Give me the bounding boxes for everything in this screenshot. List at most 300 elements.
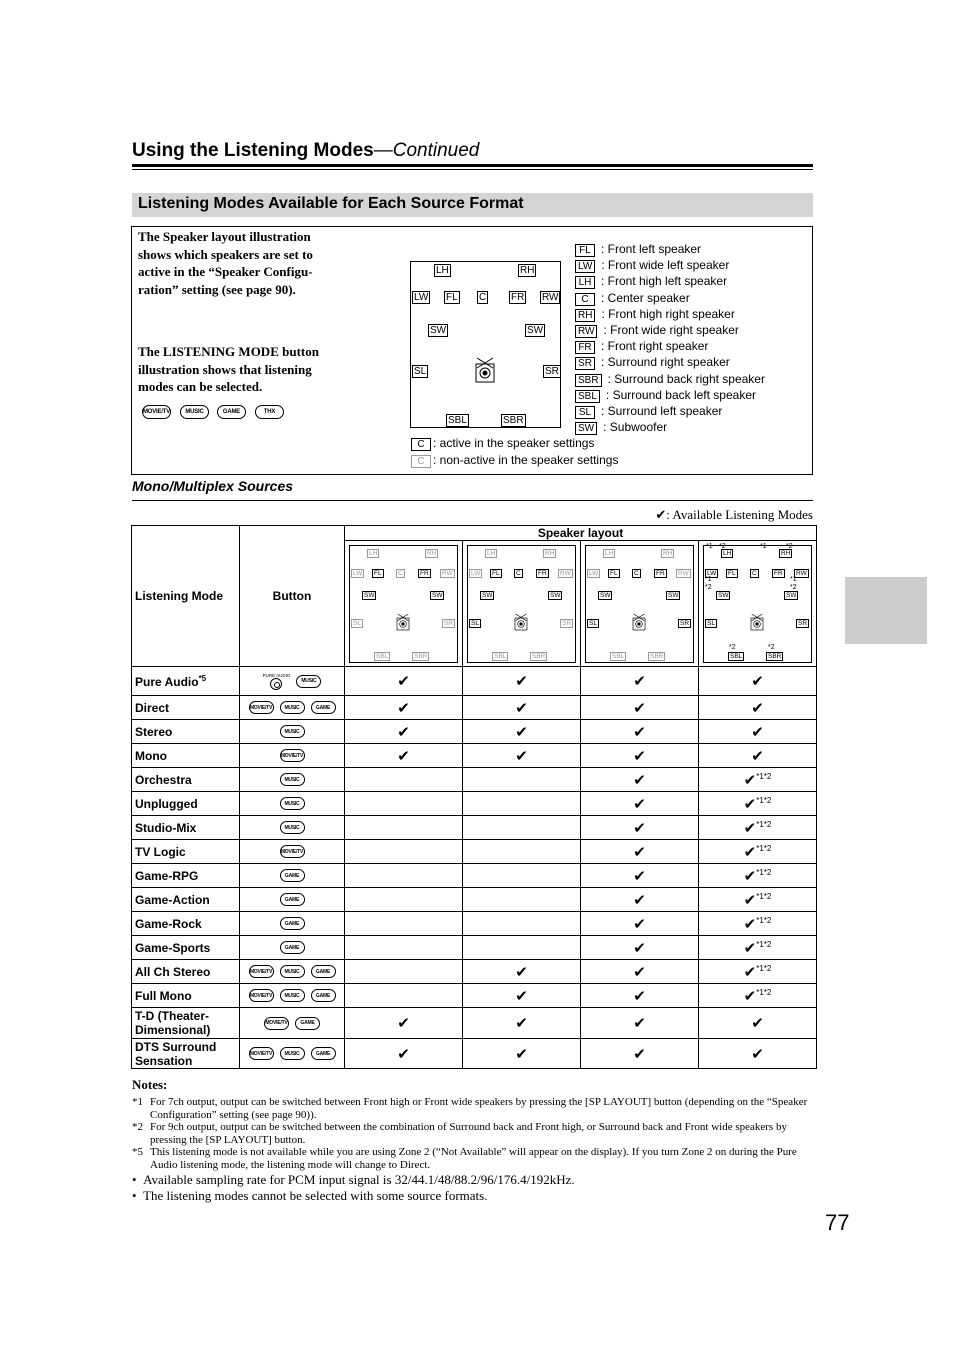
availability-cell <box>581 984 699 1008</box>
footnote-mark: *2 <box>719 542 726 550</box>
speaker-fr: FR <box>511 292 525 303</box>
check-footnote: *1*2 <box>756 891 772 901</box>
check-mark: ✔ <box>397 723 410 741</box>
availability-cell <box>463 864 581 888</box>
game-button-icon: GAME <box>217 405 246 419</box>
speaker-sw-right: SW <box>786 591 797 599</box>
music-button-icon: MUSIC <box>296 675 321 688</box>
availability-cell <box>463 696 581 720</box>
speaker-lw: LW <box>589 569 599 577</box>
check-footnote: *1*2 <box>756 939 772 949</box>
mode-name-cell <box>132 912 240 936</box>
availability-cell <box>463 960 581 984</box>
check-mark: ✔ <box>633 867 646 885</box>
button-group <box>240 725 344 738</box>
legend-code: FL <box>575 244 595 257</box>
availability-cell <box>463 1039 581 1069</box>
check-mark: ✔ <box>515 747 528 765</box>
check-mark: ✔ <box>633 939 646 957</box>
footnote-mark: *2 <box>729 643 736 651</box>
legend-code: SW <box>575 422 597 435</box>
legend-code: RW <box>575 325 597 338</box>
table-row <box>132 744 817 768</box>
check-mark: ✔ <box>397 1015 410 1032</box>
availability-cell <box>699 720 817 744</box>
inactive-text: : non-active in the speaker settings <box>433 453 619 467</box>
footnote-mark: *1 <box>706 542 713 550</box>
button-cell <box>240 936 345 960</box>
legend-text: : Surround right speaker <box>601 355 730 370</box>
availability-cell <box>345 696 463 720</box>
availability-cell <box>581 1008 699 1039</box>
speaker-lw: LW <box>414 292 429 303</box>
button-cell <box>240 1008 345 1039</box>
music-button-icon: MUSIC <box>280 1047 305 1060</box>
game-button-icon: GAME <box>280 941 305 954</box>
table-row <box>132 840 817 864</box>
bullet-dot: • <box>132 1172 144 1187</box>
check-mark: ✔ <box>633 673 646 690</box>
active-text: : active in the speaker settings <box>433 436 595 450</box>
button-group <box>240 893 344 906</box>
mono-heading: Mono/Multiplex Sources <box>132 478 294 494</box>
mode-name-cell <box>132 888 240 912</box>
check-mark: ✔ <box>515 673 528 690</box>
game-button-icon: GAME <box>311 989 336 1002</box>
layout-cell-1 <box>345 541 463 667</box>
pure-audio-button-icon <box>270 678 282 690</box>
button-cell <box>240 888 345 912</box>
table-row <box>132 888 817 912</box>
speaker-rw: RW <box>560 569 571 577</box>
movie-tv-button-icon: MOVIE/TV <box>280 749 305 762</box>
note-item <box>132 1096 812 1121</box>
availability-cell <box>581 744 699 768</box>
legend-row <box>575 355 730 370</box>
speaker-layout-diagram <box>410 261 561 428</box>
table-row <box>132 936 817 960</box>
legend-code: LH <box>575 276 595 289</box>
note-text: For 7ch output, output can be switched between Front high or Front wide speakers by pressing the [SP LAYOUT] button (depending on the “Speaker Configuration” setting (see page 90)). <box>150 1096 808 1121</box>
availability-cell <box>463 912 581 936</box>
game-button-icon: GAME <box>280 869 305 882</box>
mode-name: Orchestra <box>135 772 192 787</box>
mode-name-cell <box>132 816 240 840</box>
game-button-icon: GAME <box>280 893 305 906</box>
availability-cell <box>581 936 699 960</box>
check-mark: ✔ <box>397 1045 410 1063</box>
button-group <box>240 673 344 690</box>
availability-cell <box>699 696 817 720</box>
availability-cell <box>345 984 463 1008</box>
legend-row <box>575 291 690 306</box>
mini-layout-1 <box>349 545 458 663</box>
speaker-fl: FL <box>446 292 458 303</box>
legend-text: : Surround back right speaker <box>607 371 765 386</box>
speaker-sl: SL <box>589 619 597 627</box>
mode-name-cell <box>132 667 240 696</box>
notes-title: Notes: <box>132 1077 168 1092</box>
availability-cell <box>345 744 463 768</box>
button-group <box>240 821 344 834</box>
availability-cell <box>345 792 463 816</box>
game-button-icon: GAME <box>311 701 336 714</box>
availability-cell <box>581 696 699 720</box>
check-mark: ✔ <box>743 795 757 813</box>
music-button-icon: MUSIC <box>280 989 305 1002</box>
movie-tv-button-icon: MOVIE/TV <box>280 845 305 858</box>
listener-icon <box>395 612 411 632</box>
footnote-mark: *2 <box>786 542 793 550</box>
active-code: C <box>411 438 431 451</box>
mode-name: T-D (Theater-Dimensional) <box>135 1009 211 1037</box>
availability-cell <box>699 840 817 864</box>
mode-name-cell <box>132 960 240 984</box>
music-button-icon: MUSIC <box>280 701 305 714</box>
check-footnote: *1*2 <box>756 987 772 997</box>
speaker-sw-left: SW <box>364 591 375 599</box>
mode-name-cell <box>132 696 240 720</box>
speaker-sr: SR <box>562 619 572 627</box>
speaker-lw: LW <box>471 569 481 577</box>
button-group <box>240 917 344 930</box>
mode-name: TV Logic <box>135 844 186 859</box>
availability-cell <box>345 720 463 744</box>
speaker-sw-left: SW <box>600 591 611 599</box>
legend-row <box>575 404 722 419</box>
check-mark: ✔ <box>515 723 528 741</box>
speaker-lh: LH <box>723 549 732 557</box>
speaker-lw: LW <box>353 569 363 577</box>
table-row <box>132 792 817 816</box>
speaker-rw: RW <box>796 569 807 577</box>
check-footnote: *1*2 <box>756 819 772 829</box>
check-mark: ✔ <box>515 963 528 981</box>
listener-icon <box>513 612 529 632</box>
button-group <box>240 797 344 810</box>
check-mark: ✔ <box>633 699 646 717</box>
bullet-dot: • <box>132 1188 144 1203</box>
note-bullet <box>132 1172 575 1188</box>
game-button-icon: GAME <box>280 917 305 930</box>
check-mark: ✔ <box>633 843 646 861</box>
availability-cell <box>699 888 817 912</box>
mode-name-cell <box>132 768 240 792</box>
speaker-c: C <box>634 569 639 577</box>
legend-text: : Front right speaker <box>601 339 709 354</box>
mode-name: Game-Rock <box>135 916 202 931</box>
mode-name-cell <box>132 720 240 744</box>
availability-cell <box>699 1008 817 1039</box>
note-text: For 9ch output, output can be switched between the combination of Surround back and Front high, or Surround back and Front wide speakers by pressing the [SP LAYOUT] button. <box>150 1121 787 1146</box>
legend-text: : Front high right speaker <box>601 306 735 321</box>
check-mark: ✔ <box>633 1015 646 1032</box>
check-footnote: *1*2 <box>756 963 772 973</box>
check-mark: ✔ <box>633 1045 646 1063</box>
speaker-lh: LH <box>436 265 449 276</box>
availability-cell <box>581 864 699 888</box>
mode-name: Studio-Mix <box>135 820 197 835</box>
speaker-fl: FL <box>492 569 500 577</box>
mode-name: Game-Action <box>135 892 210 907</box>
speaker-fl: FL <box>728 569 736 577</box>
mode-name-cell <box>132 864 240 888</box>
speaker-sbr: SBR <box>503 415 524 426</box>
button-cell <box>240 912 345 936</box>
check-mark: ✔ <box>743 915 757 933</box>
legend-code: FR <box>575 341 595 354</box>
availability-cell <box>581 720 699 744</box>
mode-footnote: *5 <box>198 673 207 683</box>
availability-cell <box>699 667 817 696</box>
note-number: *2 <box>132 1121 143 1133</box>
speaker-lw: LW <box>707 569 717 577</box>
speaker-sw-left: SW <box>718 591 729 599</box>
legend-row <box>575 307 735 322</box>
speaker-sbl: SBL <box>730 652 743 660</box>
pure-audio-button-group <box>263 673 291 690</box>
mode-name: Direct <box>135 700 170 715</box>
music-button-icon: MUSIC <box>280 797 305 810</box>
legend-code: RH <box>575 309 595 322</box>
layout-cell-2 <box>463 541 581 667</box>
speaker-sw-left: SW <box>430 325 447 336</box>
availability-cell <box>581 960 699 984</box>
mode-name: Pure Audio <box>135 674 199 689</box>
speaker-sw-right: SW <box>527 325 544 336</box>
availability-cell <box>345 888 463 912</box>
check-mark: ✔ <box>633 795 646 813</box>
mode-name: Mono <box>135 748 167 763</box>
movie-tv-button-icon: MOVIE/TV <box>142 405 171 419</box>
check-footnote: *1*2 <box>756 771 772 781</box>
button-cell <box>240 696 345 720</box>
col-button-header: Button <box>240 526 345 667</box>
note-item <box>132 1146 812 1171</box>
note-bullet <box>132 1188 487 1204</box>
speaker-lh: LH <box>487 549 496 557</box>
speaker-rh: RH <box>427 549 437 557</box>
mode-name-cell <box>132 1008 240 1039</box>
mode-name-cell <box>132 744 240 768</box>
legend-code: SL <box>575 406 595 419</box>
availability-cell <box>463 667 581 696</box>
speaker-rw: RW <box>542 292 559 303</box>
layout-cell-4 <box>699 541 817 667</box>
check-mark: ✔ <box>743 891 757 909</box>
check-mark: ✔ <box>515 1045 528 1063</box>
availability-cell <box>463 840 581 864</box>
availability-cell <box>699 816 817 840</box>
legend-text: : Surround left speaker <box>601 404 723 418</box>
game-button-icon: GAME <box>311 1047 336 1060</box>
availability-cell <box>345 864 463 888</box>
movie-tv-button-icon: MOVIE/TV <box>249 989 274 1002</box>
available-note: ✔: Available Listening Modes <box>655 507 813 522</box>
legend-row <box>575 274 727 289</box>
availability-cell <box>699 936 817 960</box>
speaker-sr: SR <box>680 619 690 627</box>
availability-cell <box>699 984 817 1008</box>
check-mark: ✔ <box>397 747 410 765</box>
thx-button-icon: THX <box>255 405 284 419</box>
table-row <box>132 1008 817 1039</box>
speaker-sw-right: SW <box>432 591 443 599</box>
legend-code: SR <box>575 357 595 370</box>
button-group <box>240 989 344 1002</box>
button-cell <box>240 1039 345 1069</box>
legend-text: : Front high left speaker <box>601 274 728 289</box>
speaker-sbr: SBR <box>650 652 664 660</box>
listener-icon <box>631 612 647 632</box>
check-mark: ✔ <box>633 771 646 789</box>
mini-layout-4 <box>703 542 812 663</box>
availability-cell <box>581 816 699 840</box>
availability-cell <box>345 1008 463 1039</box>
legend-row <box>575 323 739 338</box>
speaker-sbr: SBR <box>532 652 546 660</box>
movie-tv-button-icon: MOVIE/TV <box>264 1017 289 1030</box>
movie-tv-button-icon: MOVIE/TV <box>249 1047 274 1060</box>
mode-name: Unplugged <box>135 796 198 811</box>
availability-cell <box>699 1039 817 1069</box>
table-row <box>132 864 817 888</box>
availability-cell <box>581 840 699 864</box>
availability-cell <box>699 768 817 792</box>
availability-cell <box>345 1039 463 1069</box>
check-mark: ✔ <box>751 747 764 765</box>
availability-cell <box>699 744 817 768</box>
table-row <box>132 960 817 984</box>
availability-cell <box>581 768 699 792</box>
check-footnote: *1*2 <box>756 843 772 853</box>
speaker-sl: SL <box>353 619 361 627</box>
button-cell <box>240 840 345 864</box>
check-footnote: *1*2 <box>756 915 772 925</box>
mini-layout-2 <box>467 545 576 663</box>
speaker-sbl: SBL <box>448 415 467 426</box>
check-mark: ✔ <box>515 699 528 717</box>
mode-name: Stereo <box>135 724 173 739</box>
table-row <box>132 912 817 936</box>
intro-paragraph-2: The LISTENING MODE button illustration shows that listening modes can be selected. <box>138 344 319 394</box>
check-mark: ✔ <box>633 747 646 765</box>
availability-cell <box>345 936 463 960</box>
legend-row <box>575 258 729 273</box>
music-button-icon: MUSIC <box>280 773 305 786</box>
inactive-code: C <box>411 455 431 468</box>
availability-cell <box>345 912 463 936</box>
bullet-text: The listening modes cannot be selected with some source formats. <box>143 1188 488 1203</box>
check-mark: ✔ <box>397 699 410 717</box>
col-mode-header: Listening Mode <box>132 526 240 667</box>
check-mark: ✔ <box>751 723 764 741</box>
table-row <box>132 816 817 840</box>
table-row <box>132 667 817 696</box>
check-mark: ✔ <box>751 1045 764 1063</box>
layout-cell-3 <box>581 541 699 667</box>
mode-name-cell <box>132 936 240 960</box>
header-rule-thin <box>132 169 813 170</box>
footnote-mark: *1 <box>705 575 712 583</box>
button-group <box>240 773 344 786</box>
legend-text: : Subwoofer <box>603 420 668 435</box>
pure-audio-label: PURE AUDIO <box>262 672 291 678</box>
music-button-icon: MUSIC <box>180 405 209 419</box>
active-legend <box>411 436 594 451</box>
footnote-mark: *2 <box>768 643 775 651</box>
button-cell <box>240 864 345 888</box>
speaker-fr: FR <box>538 569 547 577</box>
section-title: Listening Modes Available for Each Source Format <box>138 195 524 212</box>
availability-cell <box>581 912 699 936</box>
check-mark: ✔ <box>633 819 646 837</box>
speaker-sbr: SBR <box>414 652 428 660</box>
button-cell <box>240 667 345 696</box>
availability-cell <box>345 960 463 984</box>
check-mark: ✔ <box>515 987 528 1005</box>
mode-name: Full Mono <box>135 988 192 1003</box>
bullet-text: Available sampling rate for PCM input signal is 32/44.1/48/88.2/96/176.4/192kHz. <box>143 1172 575 1187</box>
availability-cell <box>699 960 817 984</box>
page-number: 77 <box>825 1210 850 1235</box>
speaker-sw-right: SW <box>550 591 561 599</box>
check-mark: ✔ <box>743 867 757 885</box>
speaker-sbr: SBR <box>768 652 782 660</box>
speaker-sw-left: SW <box>482 591 493 599</box>
speaker-sw-right: SW <box>668 591 679 599</box>
speaker-rh: RH <box>520 265 535 276</box>
button-group <box>240 749 344 762</box>
check-mark: ✔ <box>633 915 646 933</box>
speaker-rw: RW <box>442 569 453 577</box>
button-group <box>240 941 344 954</box>
footnote-mark: *2 <box>705 583 712 591</box>
check-mark: ✔ <box>751 673 764 690</box>
availability-cell <box>699 864 817 888</box>
speaker-fr: FR <box>656 569 665 577</box>
check-mark: ✔ <box>743 963 757 981</box>
speaker-rh: RH <box>781 549 791 557</box>
availability-cell <box>463 1008 581 1039</box>
availability-cell <box>345 840 463 864</box>
speaker-c: C <box>479 292 487 303</box>
mode-name-cell <box>132 792 240 816</box>
speaker-sbl: SBL <box>494 652 507 660</box>
availability-cell <box>581 792 699 816</box>
table-row <box>132 768 817 792</box>
availability-cell <box>463 744 581 768</box>
mode-name: Game-Sports <box>135 940 211 955</box>
table-row <box>132 696 817 720</box>
check-mark: ✔ <box>743 939 757 957</box>
mode-name: All Ch Stereo <box>135 964 211 979</box>
check-mark: ✔ <box>633 723 646 741</box>
button-cell <box>240 768 345 792</box>
speaker-c: C <box>752 569 757 577</box>
speaker-sbl: SBL <box>612 652 625 660</box>
speaker-sbl: SBL <box>376 652 389 660</box>
speaker-fl: FL <box>374 569 382 577</box>
inactive-legend <box>411 453 618 468</box>
side-tab <box>845 577 927 644</box>
check-mark: ✔ <box>633 963 646 981</box>
speaker-rh: RH <box>663 549 673 557</box>
legend-text: : Front wide right speaker <box>603 323 739 337</box>
page-header-title <box>132 140 479 162</box>
legend-text: : Front wide left speaker <box>601 258 730 273</box>
legend-text: : Center speaker <box>601 290 690 305</box>
